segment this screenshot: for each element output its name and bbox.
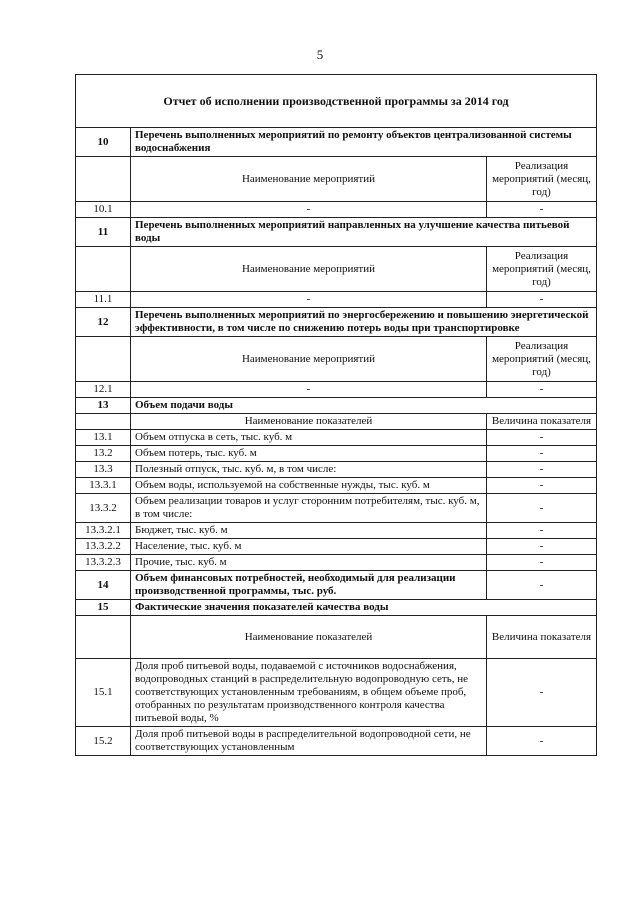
section-11-columns (76, 247, 597, 292)
row-number: 13.3.2 (76, 494, 131, 523)
row-name: Полезный отпуск, тыс. куб. м, в том числе: (131, 462, 487, 478)
column-header-value: Величина показателя (487, 414, 597, 430)
row-name: Бюджет, тыс. куб. м (131, 523, 487, 539)
row-name: Объем воды, используемой на собственные нужды, тыс. куб. м (131, 478, 487, 494)
row-value: - (487, 659, 597, 727)
row-number: 13.3.2.3 (76, 555, 131, 571)
section-number: 10 (76, 128, 131, 157)
section-title: Объем финансовых потребностей, необходимый для реализации производственной программы, тыс. руб. (131, 571, 487, 600)
page-number: 5 (316, 47, 324, 62)
column-header-name: Наименование показателей (131, 616, 487, 659)
row-value: - (487, 478, 597, 494)
row-value: - (487, 523, 597, 539)
section-number: 11 (76, 218, 131, 247)
row-name: Объем потерь, тыс. куб. м (131, 446, 487, 462)
row-name: Объем реализации товаров и услуг сторонним потребителям, тыс. куб. м, в том числе: (131, 494, 487, 523)
row-number: 15.2 (76, 727, 131, 756)
row-number: 13.3.2.1 (76, 523, 131, 539)
row-number: 13.2 (76, 446, 131, 462)
table-row (76, 430, 597, 446)
column-header-value: Реализация мероприятий (месяц, год) (487, 157, 597, 202)
row-number: 13.3.1 (76, 478, 131, 494)
section-12-columns (76, 337, 597, 382)
table-row (76, 202, 597, 218)
section-title: Перечень выполненных мероприятий направленных на улучшение качества питьевой воды (131, 218, 597, 247)
column-header-name: Наименование мероприятий (131, 157, 487, 202)
table-row (76, 727, 597, 756)
row-value: - (487, 382, 597, 398)
section-14-row (76, 571, 597, 600)
section-13-header (76, 398, 597, 414)
row-name: Объем отпуска в сеть, тыс. куб. м (131, 430, 487, 446)
row-value: - (487, 555, 597, 571)
table-row (76, 494, 597, 523)
table-row (76, 539, 597, 555)
row-value: - (487, 494, 597, 523)
row-value: - (487, 727, 597, 756)
row-name: - (131, 382, 487, 398)
section-15-columns (76, 616, 597, 659)
column-header-value: Величина показателя (487, 616, 597, 659)
table-row (76, 659, 597, 727)
section-number: 14 (76, 571, 131, 600)
row-name: - (131, 292, 487, 308)
table-row (76, 462, 597, 478)
table-row (76, 478, 597, 494)
section-title: Перечень выполненных мероприятий по ремонту объектов централизованной системы водоснабжения (131, 128, 597, 157)
row-name: Доля проб питьевой воды, подаваемой с источников водоснабжения, водопроводных станций в распределительную водопроводную сеть, не соответствующих установленным требованиям, в общем объеме проб, отобранных по результатам производственного контроля качества питьевой воды, % (131, 659, 487, 727)
row-number: 13.3.2.2 (76, 539, 131, 555)
table-row (76, 555, 597, 571)
row-number: 13.1 (76, 430, 131, 446)
section-title: Объем подачи воды (131, 398, 597, 414)
row-number: 11.1 (76, 292, 131, 308)
row-value: - (487, 571, 597, 600)
row-number: 15.1 (76, 659, 131, 727)
title-row (76, 75, 597, 128)
section-12-header (76, 308, 597, 337)
row-name: - (131, 202, 487, 218)
column-header-value: Реализация мероприятий (месяц, год) (487, 247, 597, 292)
table-row (76, 292, 597, 308)
section-title: Фактические значения показателей качества воды (131, 600, 597, 616)
table-row (76, 446, 597, 462)
row-name: Прочие, тыс. куб. м (131, 555, 487, 571)
table-row (76, 523, 597, 539)
section-number: 13 (76, 398, 131, 414)
row-number: 10.1 (76, 202, 131, 218)
column-header-name: Наименование показателей (131, 414, 487, 430)
row-number: 13.3 (76, 462, 131, 478)
row-number: 12.1 (76, 382, 131, 398)
row-value: - (487, 430, 597, 446)
column-header-name: Наименование мероприятий (131, 337, 487, 382)
section-number: 15 (76, 600, 131, 616)
column-header-value: Реализация мероприятий (месяц, год) (487, 337, 597, 382)
row-name: Доля проб питьевой воды в распределительной водопроводной сети, не соответствующих установленным (131, 727, 487, 756)
section-13-columns (76, 414, 597, 430)
report-title: Отчет об исполнении производственной программы за 2014 год (76, 75, 597, 128)
section-11-header (76, 218, 597, 247)
row-value: - (487, 462, 597, 478)
section-10-columns (76, 157, 597, 202)
row-value: - (487, 292, 597, 308)
section-title: Перечень выполненных мероприятий по энергосбережению и повышению энергетической эффективности, в том числе по снижению потерь воды при транспортировке (131, 308, 597, 337)
row-value: - (487, 539, 597, 555)
section-number: 12 (76, 308, 131, 337)
report-table (75, 74, 597, 756)
row-value: - (487, 446, 597, 462)
section-10-header (76, 128, 597, 157)
row-name: Население, тыс. куб. м (131, 539, 487, 555)
column-header-name: Наименование мероприятий (131, 247, 487, 292)
table-row (76, 382, 597, 398)
row-value: - (487, 202, 597, 218)
section-15-header (76, 600, 597, 616)
